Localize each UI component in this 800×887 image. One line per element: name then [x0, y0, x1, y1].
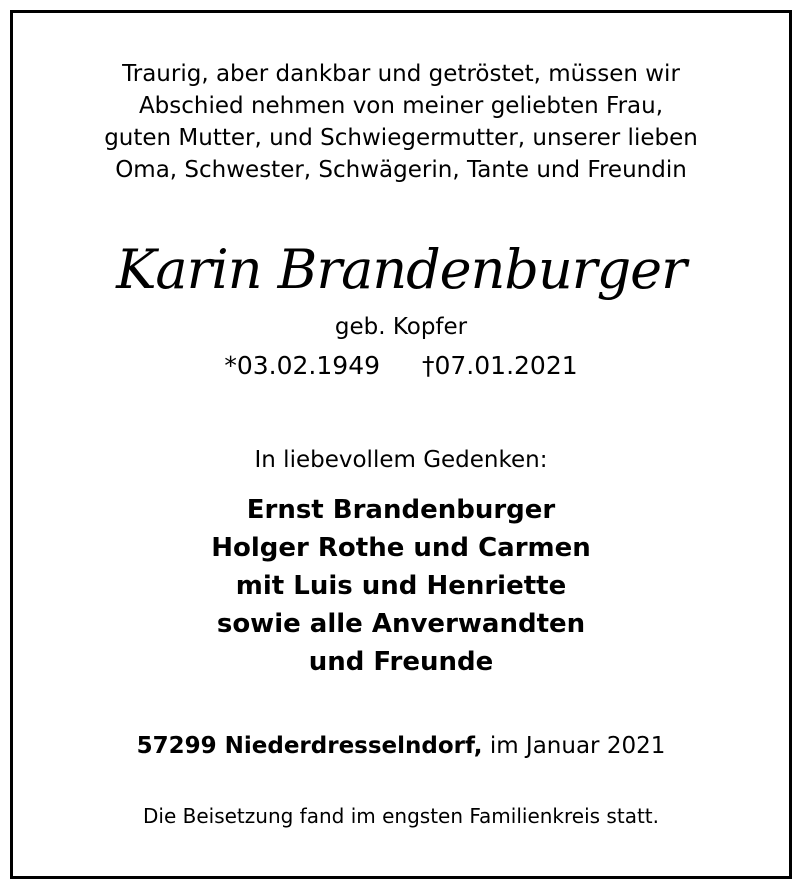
intro-line-4: Oma, Schwester, Schwägerin, Tante und Freundin: [115, 157, 687, 183]
family-line-5: und Freunde: [308, 647, 494, 677]
family-line-4: sowie alle Anverwandten: [216, 609, 586, 639]
family-line-3: mit Luis und Henriette: [235, 571, 567, 601]
place-and-date: [13, 735, 789, 758]
obituary-notice: [10, 10, 792, 879]
notice-date: im Januar 2021: [489, 733, 666, 759]
maiden-name: geb. Kopfer: [334, 314, 468, 340]
life-dates: [13, 353, 789, 378]
intro-line-2: Abschied nehmen von meiner geliebten Frau,: [138, 93, 664, 119]
family-line-2: Holger Rothe und Carmen: [211, 533, 591, 563]
funeral-note: Die Beisetzung fand im engsten Familienkreis statt.: [143, 804, 659, 828]
death-cross-icon: †: [422, 351, 435, 380]
deceased-name: Karin Brandenburger: [116, 238, 686, 301]
place-name: 57299 Niederdresselndorf,: [136, 733, 483, 759]
intro-line-1: Traurig, aber dankbar und getröstet, müssen wir: [122, 61, 680, 87]
birth-star-icon: *: [224, 351, 237, 380]
death-date: 07.01.2021: [434, 351, 578, 380]
intro-line-3: guten Mutter, und Schwiegermutter, unserer lieben: [104, 125, 698, 151]
remembrance-heading: In liebevollem Gedenken:: [254, 447, 548, 473]
birth-date: 03.02.1949: [236, 351, 380, 380]
family-line-1: Ernst Brandenburger: [246, 495, 556, 525]
